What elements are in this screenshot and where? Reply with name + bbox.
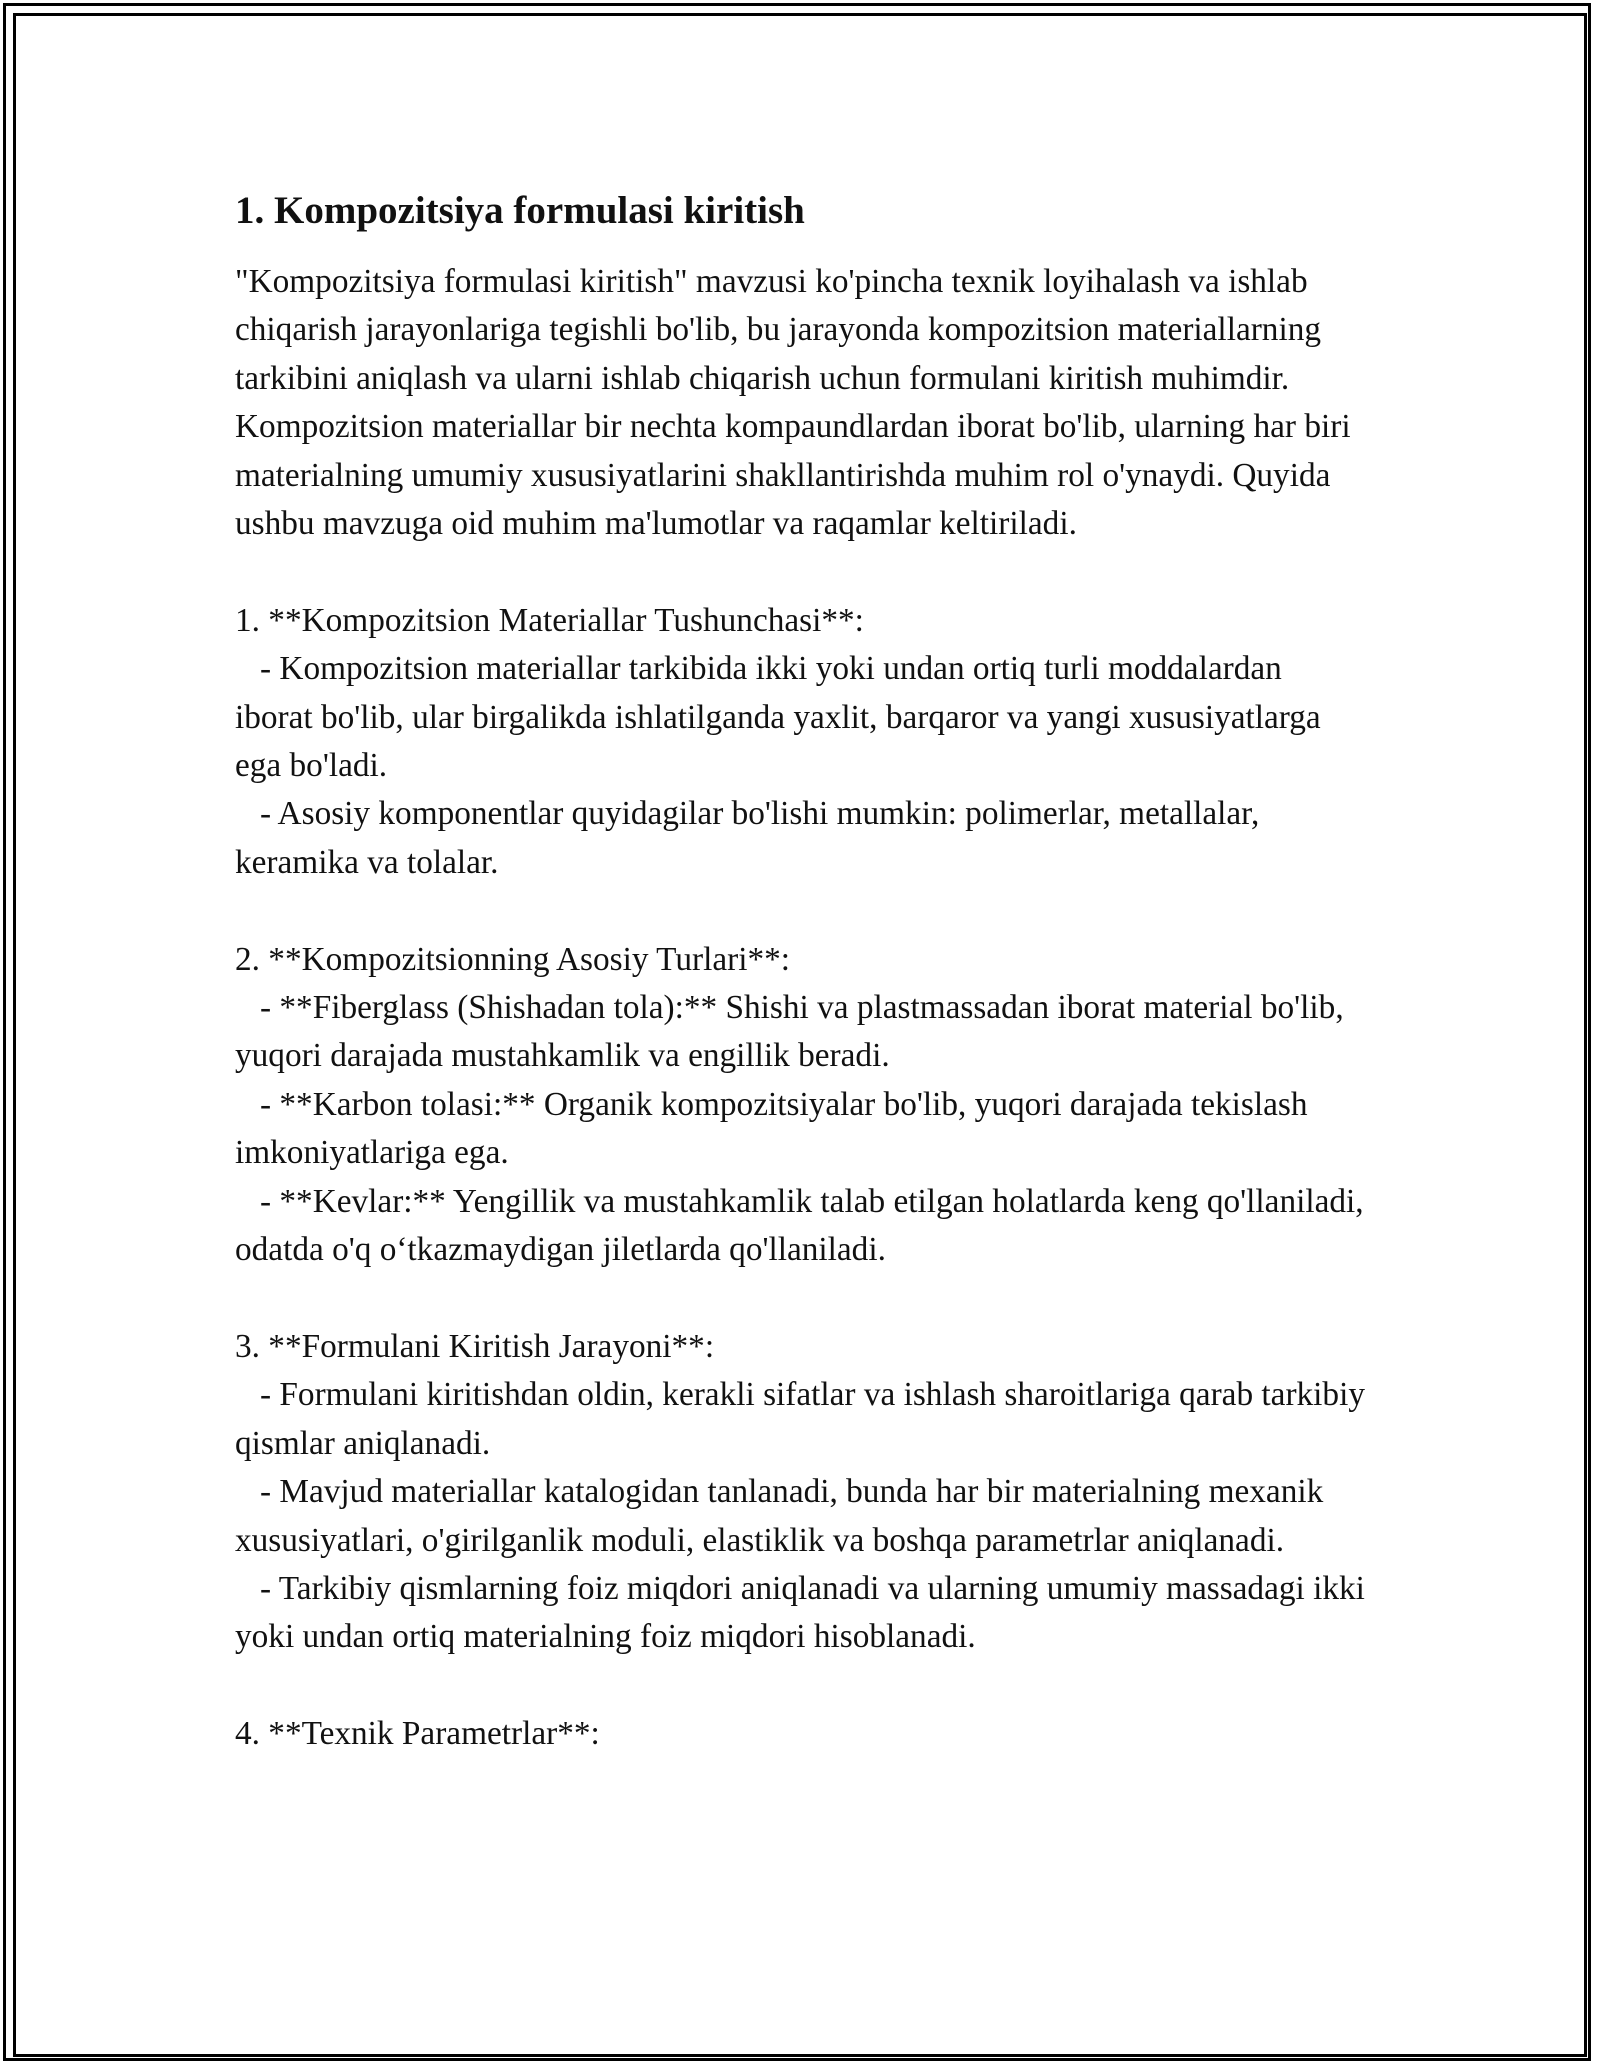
section-item-text: - Asosiy komponentlar quyidagilar bo'lishi mumkin: polimerlar, metallalar, keramika va tolalar. (235, 795, 1268, 881)
section-item (235, 645, 1365, 790)
section-item (235, 1565, 1374, 1662)
section-item-text: - Mavjud materiallar katalogidan tanlanadi, bunda har bir materialning mexanik xususiyatlari, o'girilganlik moduli, elastiklik va boshqa parametrlar aniqlanadi. (235, 1473, 1332, 1559)
spacer (235, 548, 1365, 596)
section-item (235, 1468, 1365, 1565)
section-heading: 1. **Kompozitsion Materiallar Tushunchasi**: (235, 601, 864, 639)
section-3 (235, 1323, 1374, 1662)
section-4 (235, 1710, 1365, 1758)
section-item-text: - Kompozitsion materiallar tarkibida ikki yoki undan ortiq turli moddalardan iborat bo'lib, ular birgalikda ishlatilganda yaxlit, barqaror va yangi xususiyatlarga ega bo'ladi. (235, 650, 1330, 785)
section-item (235, 1371, 1374, 1468)
section-item (235, 790, 1365, 887)
document-title: 1. Kompozitsiya formulasi kiritish (235, 189, 805, 232)
spacer (235, 1275, 1365, 1323)
section-item-text: - **Fiberglass (Shishadan tola):** Shishi va plastmassadan iborat material bo'lib, yuqori darajada mustahkamlik va engillik beradi. (235, 989, 1352, 1075)
section-item-text: - Tarkibiy qismlarning foiz miqdori aniqlanadi va ularning umumiy massadagi ikki yoki undan ortiq materialning foiz miqdori hisoblanadi. (235, 1569, 1374, 1656)
document-body (235, 185, 1374, 1759)
section-item (235, 984, 1365, 1081)
section-item-text: - **Kevlar:** Yengillik va mustahkamlik talab etilgan holatlarda keng qo'llaniladi, odatda o'q o‘tkazmaydigan jiletlarda qo'llaniladi. (235, 1182, 1372, 1269)
section-1 (235, 597, 1365, 887)
spacer (235, 887, 1365, 935)
section-item (235, 1178, 1372, 1275)
section-heading: 2. **Kompozitsionning Asosiy Turlari**: (235, 940, 791, 978)
section-heading: 3. **Formulani Kiritish Jarayoni**: (235, 1327, 715, 1365)
section-item-text: - **Karbon tolasi:** Organik kompozitsiyalar bo'lib, yuqori darajada tekislash imkoniyatlariga ega. (235, 1085, 1316, 1172)
section-item (235, 1081, 1365, 1178)
spacer (235, 1662, 1365, 1710)
section-2 (235, 936, 1372, 1275)
intro-paragraph: "Kompozitsiya formulasi kiritish" mavzusi ko'pincha texnik loyihalash va ishlab chiqarish jarayonlariga tegishli bo'lib, bu jarayonda kompozitsion materiallarning tarkibini aniqlash va ularni ishlab chiqarish uchun formulani kiritish muhimdir. Kompozitsion materiallar bir nechta kompaundlardan iborat bo'lib, ularning har biri materialning umumiy xususiyatlarini shakllantirishda muhim rol o'ynaydi. Quyida ushbu mavzuga oid muhim ma'lumotlar va raqamlar keltiriladi. (235, 263, 1359, 543)
section-heading: 4. **Texnik Parametrlar**: (235, 1715, 600, 1753)
section-item-text: - Formulani kiritishdan oldin, kerakli sifatlar va ishlash sharoitlariga qarab tarkibiy qismlar aniqlanadi. (235, 1376, 1374, 1462)
